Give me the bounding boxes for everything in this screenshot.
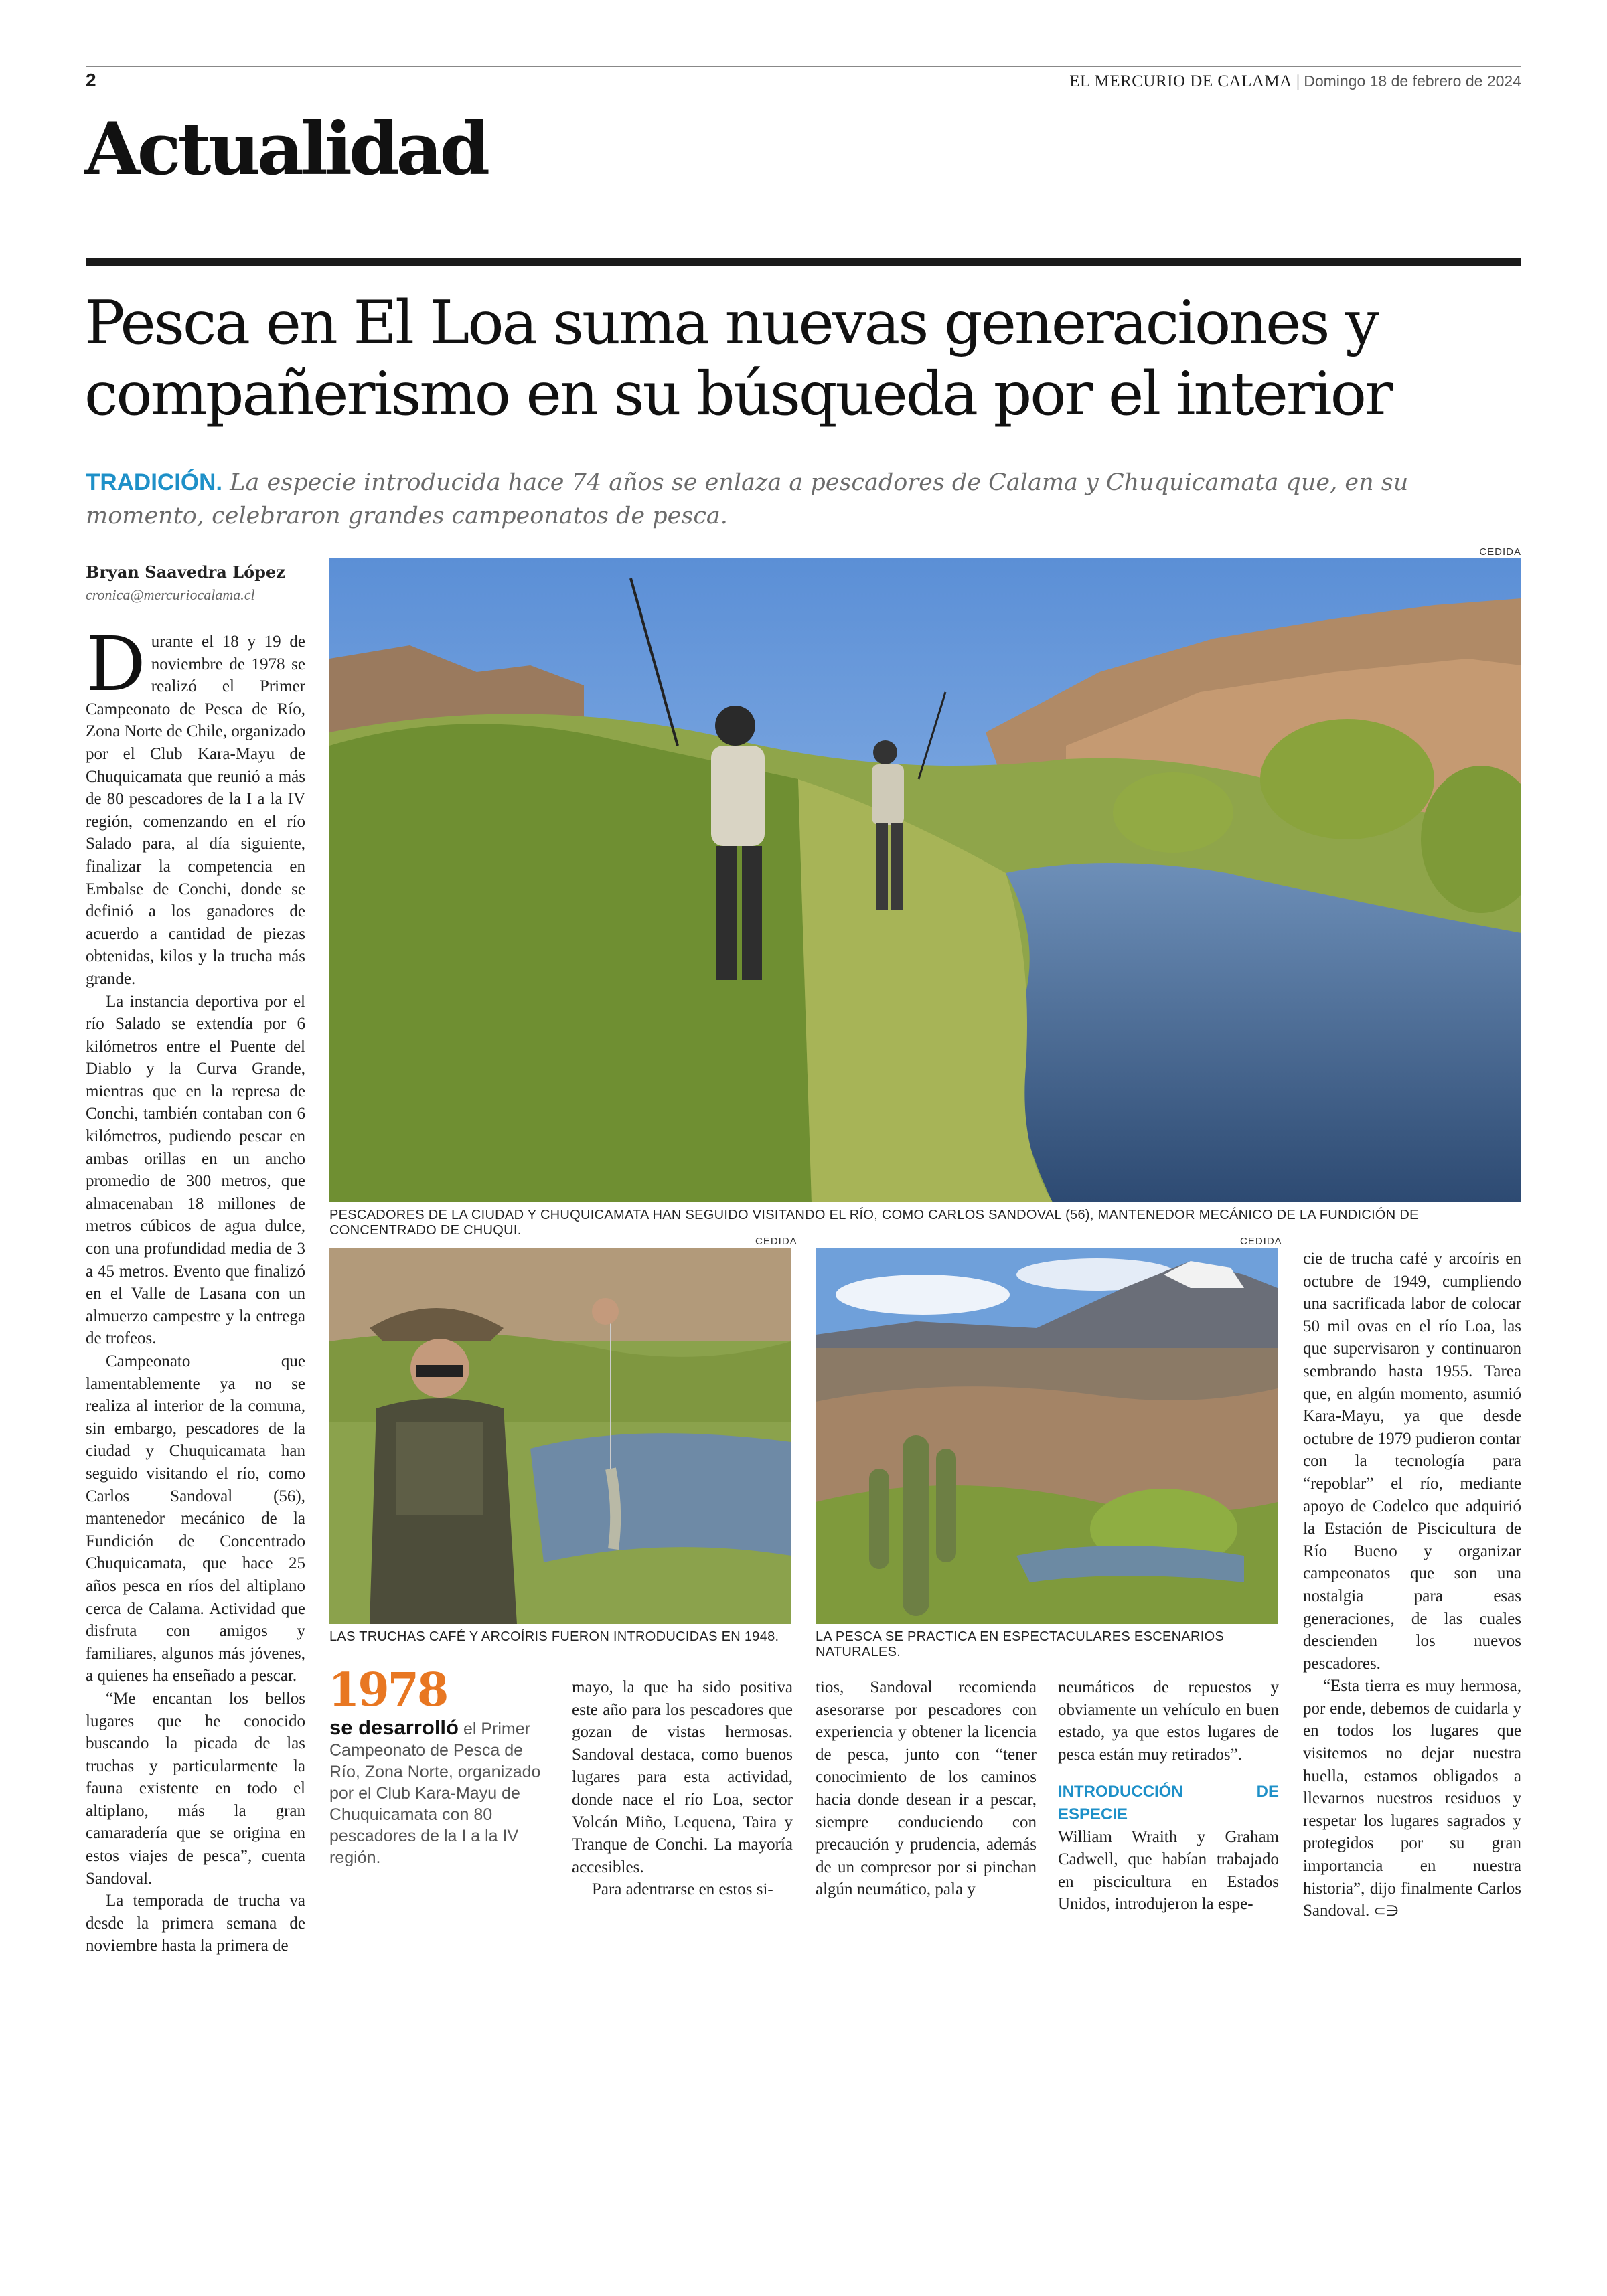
- drop-cap: D: [86, 621, 146, 708]
- article-column-6: [1303, 1248, 1521, 1923]
- article-paragraph: [86, 621, 305, 991]
- trout-photo: [329, 1248, 791, 1624]
- byline-email: cronica@mercuriocalama.cl: [86, 586, 255, 603]
- paragraph-text: “Esta tierra es muy hermosa, por ende, debemos de cuidarla y en todos los lugares que visitemos no dejar nuestra huella, estamos obligados a llevarnos nuestros residuos y respetar los lugares sagrados y protegidos por su gran importancia en nuestra historia”, dijo finalmente Carlos Sandoval.: [1303, 1677, 1521, 1920]
- article-paragraph: William Wraith y Graham Cadwell, que habían trabajado en piscicultura en Estados Unidos, introdujeron la espe-: [1058, 1827, 1279, 1914]
- factbox: [329, 1717, 544, 1868]
- river-fishing-photo-graphic: [329, 558, 1521, 1202]
- byline-author: Bryan Saavedra López: [86, 562, 285, 582]
- landscape-photo: [816, 1248, 1278, 1624]
- main-photo-caption: PESCADORES DE LA CIUDAD Y CHUQUICAMATA HAN SEGUIDO VISITANDO EL RÍO, COMO CARLOS SANDOVAL (56), MANTENEDOR MECÁNICO DE LA FUNDICIÓN DE CONCENTRADO DE CHUQUI.: [329, 1208, 1419, 1238]
- masthead-separator: |: [1296, 72, 1300, 90]
- main-photo: [329, 558, 1521, 1202]
- section-title: Actualidad: [84, 107, 487, 191]
- landscape-photo-credit: CEDIDA: [1240, 1236, 1282, 1247]
- dek-kicker: TRADICIÓN.: [86, 469, 223, 495]
- paragraph-text: urante el 18 y 19 de noviembre de 1978 se realizó el Primer Campeonato de Pesca de Río, Zona Norte de Chile, organizado por el Club Kara-Mayu de Chuquicamata que reunió a más de 80 pescadores de la I a la IV región, comenzando en el río Salado para, al día siguiente, finalizar la competencia en Embalse de Conchi, donde se definió a los ganadores de acuerdo a cantidad de piezas obtenidas, kilos y la trucha más grande.: [86, 633, 305, 988]
- trout-photo-caption: LAS TRUCHAS CAFÉ Y ARCOÍRIS FUERON INTRODUCIDAS EN 1948.: [329, 1629, 779, 1644]
- publication-date: Domingo 18 de febrero de 2024: [1304, 72, 1521, 90]
- article-paragraph: Campeonato que lamentablemente ya no se realiza al interior de la comuna, sin embargo, pescadores de la ciudad y Chuquicamata han seguido visitando el río, como Carlos Sandoval (56), mantenedor mecánico de la Fundición de Concentrado Chuquicamata, que hace 25 años pesca en ríos del altiplano cerca de Calama. Actividad que disfruta con amigos y familiares, algunos más jóvenes, a quienes ha enseñado a pescar.: [86, 1352, 305, 1686]
- end-mark: ⊂∋: [1373, 1903, 1399, 1920]
- article-subhead: INTRODUCCIÓN DE ESPECIE: [1058, 1783, 1279, 1823]
- article-column-4: [816, 1676, 1037, 1901]
- main-photo-credit: CEDIDA: [1479, 546, 1521, 558]
- article-paragraph: [1303, 1675, 1521, 1923]
- article-paragraph: Para adentrarse en estos si-: [592, 1880, 773, 1899]
- dek: [86, 466, 1525, 533]
- page-number: 2: [86, 70, 96, 90]
- article-column-3: [572, 1676, 793, 1901]
- factbox-lead: se desarrolló: [329, 1716, 459, 1739]
- newspaper-masthead: [1069, 72, 1521, 91]
- article-paragraph: neumáticos de repuestos y obviamente un vehículo en buen estado, ya que estos lugares de pesca están muy retirados”.: [1058, 1678, 1279, 1764]
- headline: Pesca en El Loa suma nuevas generaciones y compañerismo en su búsqueda por el interior: [84, 288, 1391, 429]
- trout-photo-credit: CEDIDA: [755, 1236, 797, 1247]
- fisherman-with-trout-graphic: [329, 1248, 791, 1624]
- newspaper-name: EL MERCURIO DE CALAMA: [1069, 72, 1292, 90]
- section-rule: [86, 258, 1521, 266]
- article-paragraph: La instancia deportiva por el río Salado se extendía por 6 kilómetros entre el Puente del Diablo y la Curva Grande, mientras que en la represa de Conchi, también contaban con 6 kilómetros, pudiendo pescar en ambas orillas en un ancho promedio de 300 metros, que almacenaban 18 millones de metros cúbicos de agua dulce, con una profundidad media de 3 a 45 metros. Evento que finalizó en el Valle de Lasana con un almuerzo campestre y la entrega de trofeos.: [86, 992, 305, 1348]
- article-column-1: [86, 621, 305, 1957]
- article-paragraph: cie de trucha café y arcoíris en octubre de 1949, cumpliendo una sacrificada labor de colocar 50 mil ovas en el río Loa, las que supervisaron y continuaron sembrando hasta 1955. Tarea que, en algún momento, asumió Kara-Mayu, ya que desde octubre de 1979 pudieron contar con la tecnología para “repoblar” el río, mediante apoyo de Codelco que adquirió la Estación de Piscicultura de Río Bueno y organizar campeonatos que son una nostalgia para esas generaciones, de las cuales descienden los nuevos pescadores.: [1303, 1250, 1521, 1673]
- factbox-text: el Primer Campeonato de Pesca de Río, Zona Norte, organizado por el Club Kara-Mayu de Chuquicamata con 80 pescadores de la I a la IV región.: [329, 1720, 541, 1867]
- article-paragraph: La temporada de trucha va desde la primera semana de noviembre hasta la primera de: [86, 1892, 305, 1955]
- article-column-5: [1058, 1676, 1279, 1916]
- header-rule: [86, 66, 1521, 67]
- article-paragraph: mayo, la que ha sido positiva este año para los pescadores que gozan de vistas hermosas. Sandoval destaca, como buenos lugares para esta actividad, donde nace el río Loa, sector Volcán Miño, Lequena, Taira y Tranque de Conchi. La mayoría accesibles.: [572, 1678, 793, 1876]
- landscape-photo-caption: LA PESCA SE PRACTICA EN ESPECTACULARES ESCENARIOS NATURALES.: [816, 1629, 1225, 1659]
- dek-text: La especie introducida hace 74 años se enlaza a pescadores de Calama y Chuquicamata que, en su momento, celebraron grandes campeonatos de pesca.: [86, 469, 1409, 529]
- altiplano-landscape-graphic: [816, 1248, 1278, 1624]
- article-paragraph: “Me encantan los bellos lugares que he conocido buscando la picada de las truchas y particularmente la fauna existente en todo el altiplano, más la gran camaradería que se origina en estos viajes de pesca”, cuenta Sandoval.: [86, 1689, 305, 1888]
- factbox-number: 1978: [328, 1663, 447, 1717]
- article-paragraph: tios, Sandoval recomienda asesorarse por pescadores con experiencia y obtener la licencia de pesca, junto con “tener conocimiento de los caminos hacia donde desean ir a pescar, siempre conduciendo con precaución y prudencia, además de un compresor por si pinchan algún neumático, pala y: [816, 1678, 1037, 1899]
